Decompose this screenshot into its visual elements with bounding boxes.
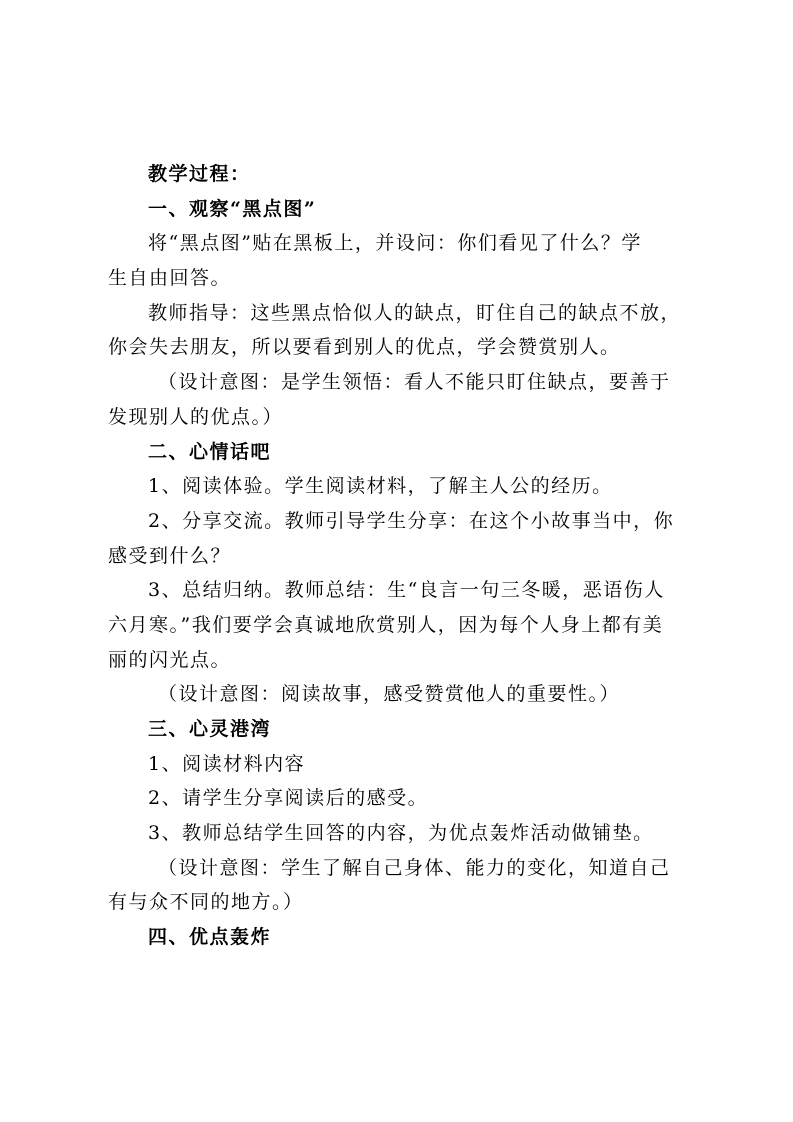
paragraph-line: 将“黑点图”贴在黑板上，并设问：你们看见了什么？学: [148, 232, 642, 255]
design-note: [108, 365, 688, 434]
paragraph-line: 教师指导：这些黑点恰似人的缺点，盯住自己的缺点不放，: [148, 301, 682, 324]
paragraph-line: 发现别人的优点。）: [108, 405, 284, 428]
section-heading: 教学过程：: [148, 163, 251, 185]
design-note: （设计意图：阅读故事，感受赞赏他人的重要性。）: [158, 683, 621, 706]
list-item: [108, 504, 688, 573]
list-item: 2、请学生分享阅读后的感受。: [148, 787, 429, 810]
list-item: 1、阅读体验。学生阅读材料，了解主人公的经历。: [148, 475, 613, 498]
list-item: [108, 573, 688, 677]
paragraph-line: 有与众不同的地方。）: [108, 891, 304, 914]
paragraph-line: （设计意图：学生了解自己身体、能力的变化，知道自己: [158, 856, 671, 879]
paragraph-line: 感受到什么？: [108, 544, 232, 567]
paragraph-line: （设计意图：是学生领悟：看人不能只盯住缺点，要善于: [158, 371, 671, 394]
section-title-2: 二、心情话吧: [148, 440, 272, 463]
paragraph: [108, 296, 688, 365]
section-title-3: 三、心灵港湾: [148, 718, 272, 740]
list-item: 3、教师总结学生回答的内容，为优点轰炸活动做铺垫。: [148, 822, 654, 845]
paragraph-line: 2、分享交流。教师引导学生分享：在这个小故事当中，你: [148, 509, 675, 532]
paragraph-line: 丽的闪光点。: [108, 648, 232, 671]
design-note: [108, 851, 688, 920]
paragraph-line: 六月寒。”我们要学会真诚地欣赏别人，因为每个人身上都有美: [108, 613, 664, 636]
paragraph-line: 3、总结归纳。教师总结：生“良言一句三冬暖，恶语伤人: [148, 579, 665, 602]
paragraph-line: 你会失去朋友，所以要看到别人的优点，学会赞赏别人。: [108, 336, 621, 359]
section-title-4: 四、优点轰炸: [148, 926, 272, 949]
list-item: 1、阅读材料内容: [148, 752, 306, 775]
paragraph: [108, 226, 688, 295]
section-title-1: 一、观察“黑点图”: [148, 197, 317, 220]
paragraph-line: 生自由回答。: [108, 267, 232, 290]
document-body: [108, 157, 688, 955]
